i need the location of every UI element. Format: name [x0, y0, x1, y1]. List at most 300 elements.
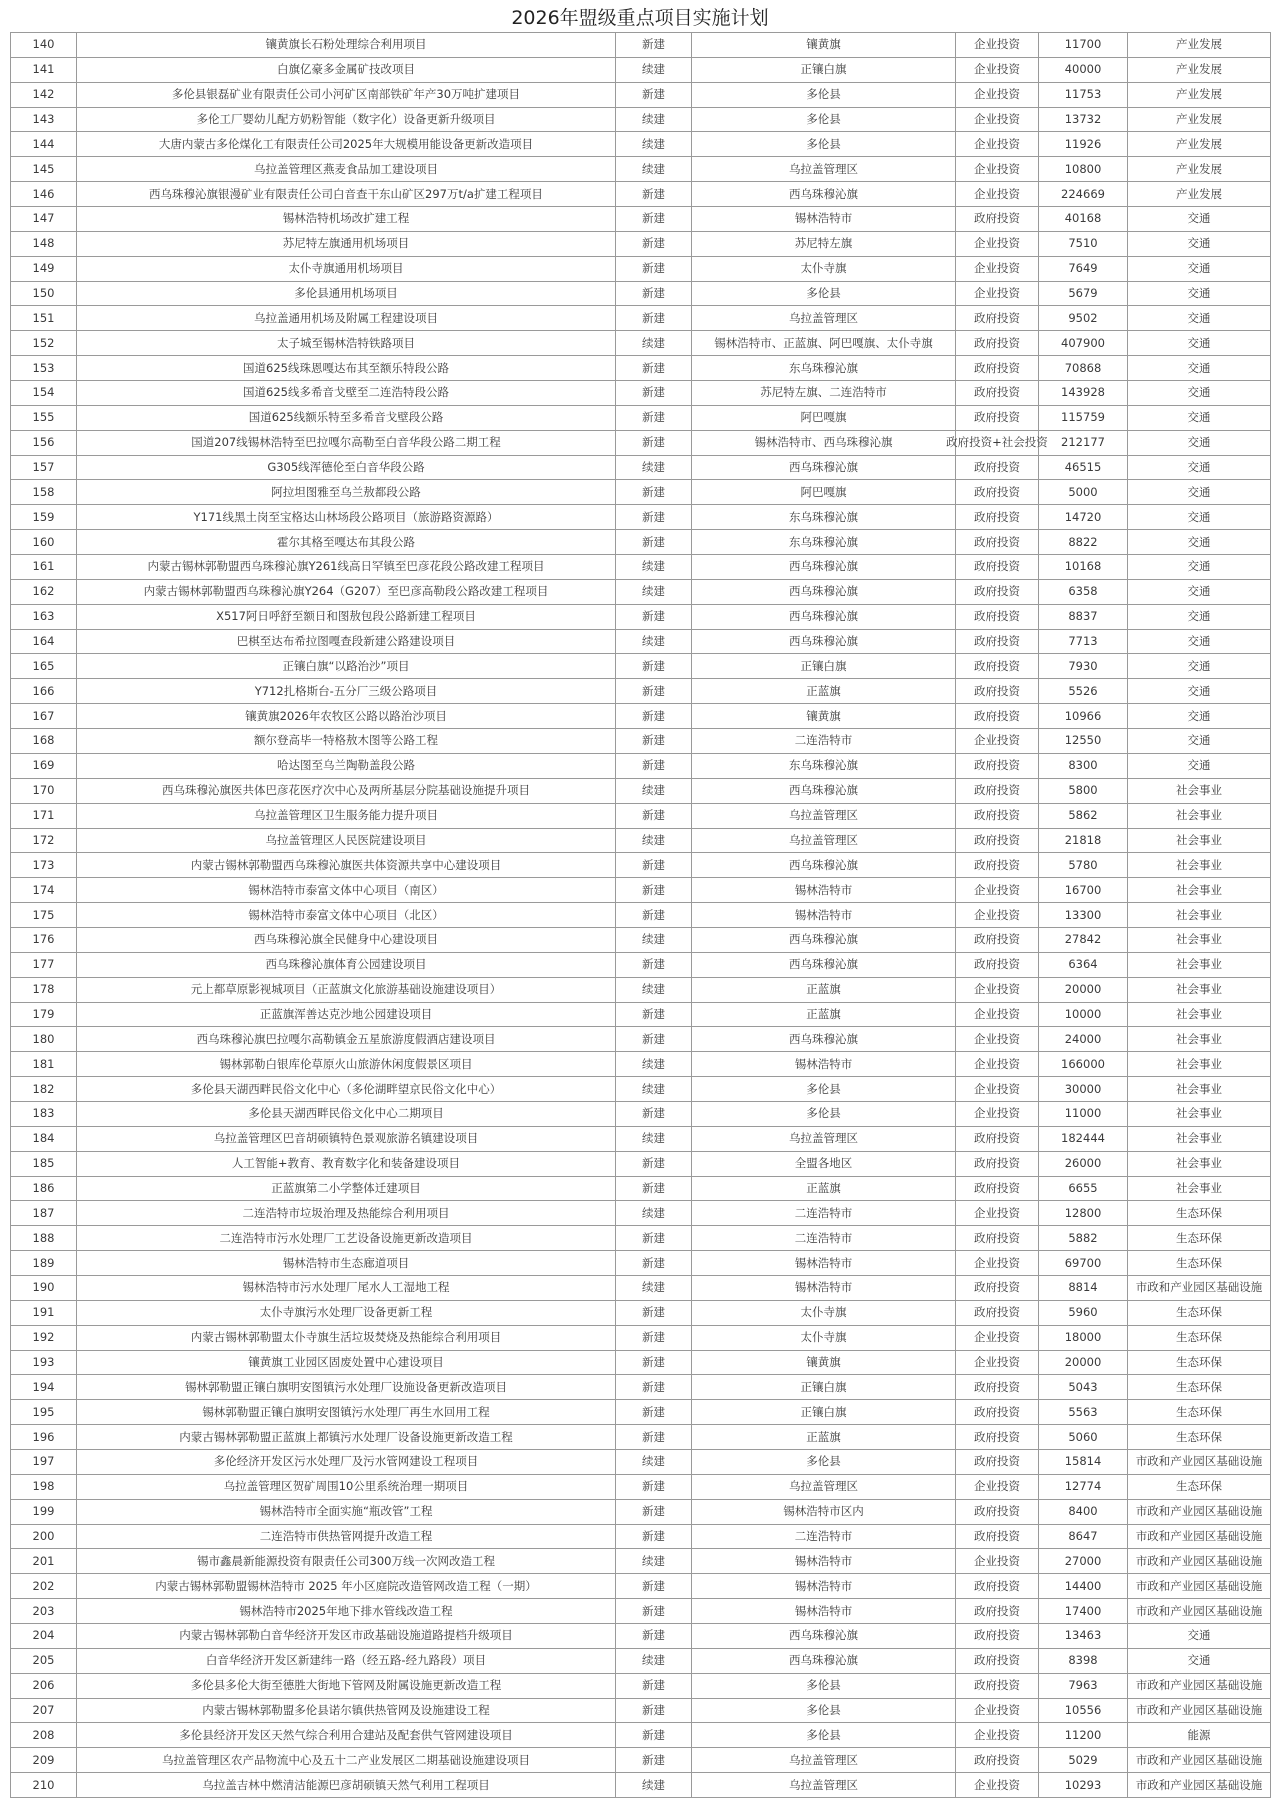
cell-index [11, 1052, 77, 1077]
cell-construction-type [616, 207, 692, 232]
cell-construction-type-text: 续建 [642, 1454, 665, 1469]
cell-category-text: 社会事业 [1176, 832, 1222, 847]
cell-category [1128, 331, 1271, 356]
cell-project-name-text: 锡林浩特市全面实施“瓶改管”工程 [259, 1504, 433, 1519]
cell-investment-amount [1039, 1077, 1128, 1102]
cell-location [692, 455, 956, 480]
cell-construction-type-text: 新建 [642, 87, 665, 102]
cell-construction-type [616, 1251, 692, 1276]
cell-construction-type [616, 1549, 692, 1574]
cell-investment-type [956, 927, 1039, 952]
cell-index-text: 162 [32, 584, 55, 599]
cell-construction-type [616, 1425, 692, 1450]
cell-construction-type-text: 续建 [642, 1553, 665, 1568]
table-row [11, 828, 1271, 853]
table-row [11, 1300, 1271, 1325]
cell-construction-type-text: 续建 [642, 161, 665, 176]
cell-project-name [77, 231, 616, 256]
cell-investment-type-text: 政府投资 [974, 1131, 1020, 1146]
cell-location [692, 430, 956, 455]
cell-investment-type-text: 政府投资 [974, 957, 1020, 972]
cell-investment-amount-text: 18000 [1064, 1330, 1102, 1345]
cell-category [1128, 1698, 1271, 1723]
cell-project-name [77, 903, 616, 928]
cell-construction-type [616, 878, 692, 903]
table-row [11, 1400, 1271, 1425]
cell-construction-type-text: 新建 [642, 1703, 665, 1717]
cell-investment-type-text: 政府投资 [974, 1603, 1020, 1618]
cell-index-text: 204 [32, 1628, 55, 1643]
cell-construction-type [616, 704, 692, 729]
cell-investment-amount [1039, 1425, 1128, 1450]
cell-index [11, 157, 77, 182]
cell-construction-type-text: 续建 [642, 832, 665, 847]
table-row [11, 33, 1271, 58]
cell-location [692, 1773, 956, 1798]
cell-project-name-text: 乌拉盖管理区燕麦食品加工建设项目 [254, 161, 438, 176]
cell-investment-type-text: 政府投资 [974, 1454, 1020, 1469]
cell-project-name [77, 1002, 616, 1027]
cell-construction-type [616, 256, 692, 281]
cell-location [692, 654, 956, 679]
cell-investment-amount-text: 6655 [1068, 1180, 1098, 1195]
cell-investment-amount-text: 13732 [1064, 112, 1102, 126]
cell-location-text: 乌拉盖管理区 [789, 1479, 858, 1494]
cell-construction-type [616, 1101, 692, 1126]
cell-investment-type [956, 33, 1039, 58]
cell-category-text: 社会事业 [1176, 932, 1222, 947]
cell-construction-type-text: 新建 [642, 261, 665, 276]
cell-index-text: 191 [32, 1305, 55, 1320]
cell-index-text: 170 [32, 783, 55, 798]
cell-category-text: 生态环保 [1176, 1429, 1222, 1444]
cell-category [1128, 977, 1271, 1002]
cell-project-name [77, 1425, 616, 1450]
cell-location-text: 二连浩特市 [794, 1230, 853, 1245]
cell-category [1128, 1027, 1271, 1052]
cell-index [11, 1648, 77, 1673]
cell-construction-type-text: 新建 [642, 609, 665, 624]
cell-project-name-text: 镶黄旗2026年农牧区公路以路治沙项目 [245, 708, 447, 723]
cell-category-text: 产业发展 [1176, 62, 1222, 77]
cell-investment-amount [1039, 903, 1128, 928]
cell-investment-type-text: 企业投资 [974, 1703, 1020, 1717]
cell-project-name-text: 内蒙古锡林郭勒盟正蓝旗上都镇污水处理厂设备设施更新改造工程 [179, 1429, 513, 1444]
cell-investment-type [956, 1151, 1039, 1176]
cell-project-name [77, 1599, 616, 1624]
cell-project-name-text: 锡林郭勒盟正镶白旗明安图镇污水处理厂再生水回用工程 [202, 1404, 490, 1419]
cell-investment-amount [1039, 33, 1128, 58]
cell-category [1128, 57, 1271, 82]
cell-investment-type-text: 企业投资 [974, 1255, 1020, 1270]
cell-construction-type [616, 1400, 692, 1425]
cell-construction-type [616, 57, 692, 82]
cell-investment-type-text: 企业投资 [974, 62, 1020, 77]
cell-location [692, 356, 956, 381]
cell-category-text: 能源 [1187, 1727, 1211, 1742]
cell-category-text: 交通 [1187, 708, 1211, 723]
cell-investment-type-text: 政府投资 [974, 1752, 1020, 1767]
cell-location [692, 1574, 956, 1599]
cell-index [11, 555, 77, 580]
cell-category [1128, 430, 1271, 455]
cell-project-name-text: 锡林郭勒盟正镶白旗明安图镇污水处理厂设施设备更新改造项目 [185, 1379, 507, 1394]
cell-project-name-text: 镶黄旗长石粉处理综合利用项目 [265, 37, 427, 52]
cell-location [692, 1077, 956, 1102]
cell-project-name-text: 锡林浩特市污水处理厂尾水人工湿地工程 [242, 1280, 450, 1295]
cell-investment-type-text: 企业投资 [974, 37, 1020, 52]
cell-construction-type-text: 新建 [642, 385, 665, 400]
cell-category-text: 市政和产业园区基础设施 [1135, 1553, 1263, 1568]
cell-location [692, 530, 956, 555]
cell-construction-type [616, 405, 692, 430]
cell-investment-type-text: 企业投资 [974, 1056, 1020, 1071]
cell-location-text: 多伦县 [806, 1081, 841, 1096]
cell-index [11, 1474, 77, 1499]
cell-construction-type [616, 654, 692, 679]
cell-investment-type [956, 803, 1039, 828]
cell-index-text: 186 [32, 1180, 55, 1195]
cell-investment-amount-text: 20000 [1064, 982, 1102, 997]
cell-location [692, 1101, 956, 1126]
cell-location [692, 1151, 956, 1176]
cell-project-name [77, 555, 616, 580]
cell-investment-type [956, 1275, 1039, 1300]
table-row [11, 778, 1271, 803]
cell-project-name-text: 大唐内蒙古多伦煤化工有限责任公司2025年大规模用能设备更新改造项目 [158, 136, 534, 151]
cell-index [11, 480, 77, 505]
cell-category [1128, 629, 1271, 654]
cell-investment-amount [1039, 1499, 1128, 1524]
cell-project-name [77, 1226, 616, 1251]
cell-construction-type-text: 新建 [642, 1528, 665, 1543]
cell-project-name-text: 内蒙古锡林郭勒盟西乌珠穆沁旗医共体资源共享中心建设项目 [190, 857, 502, 872]
cell-location [692, 306, 956, 331]
cell-construction-type-text: 续建 [642, 335, 665, 350]
cell-index [11, 33, 77, 58]
cell-index-text: 175 [32, 907, 55, 922]
cell-category-text: 市政和产业园区基础设施 [1135, 1777, 1263, 1792]
cell-investment-type-text: 政府投资 [974, 584, 1020, 599]
cell-investment-type [956, 878, 1039, 903]
cell-location [692, 853, 956, 878]
cell-investment-type [956, 356, 1039, 381]
cell-location [692, 1524, 956, 1549]
cell-category [1128, 1375, 1271, 1400]
cell-index [11, 778, 77, 803]
cell-investment-type [956, 207, 1039, 232]
cell-investment-type [956, 1549, 1039, 1574]
cell-location-text: 锡林浩特市 [794, 1553, 853, 1568]
cell-investment-type-text: 企业投资 [974, 907, 1020, 922]
cell-location-text: 乌拉盖管理区 [789, 161, 858, 176]
cell-investment-type [946, 430, 1048, 455]
cell-index-text: 183 [32, 1106, 55, 1121]
cell-project-name [77, 207, 616, 232]
cell-construction-type [616, 182, 692, 207]
table-row [11, 1723, 1271, 1748]
cell-location [692, 207, 956, 232]
cell-investment-amount-text: 8822 [1068, 534, 1098, 549]
cell-index [11, 405, 77, 430]
cell-index [11, 1226, 77, 1251]
cell-project-name-text: 内蒙古锡林郭勒盟西乌珠穆沁旗Y264（G207）至巴彦高勒段公路改建工程项目 [143, 584, 549, 599]
cell-construction-type [616, 82, 692, 107]
cell-category-text: 交通 [1187, 534, 1211, 549]
cell-index-text: 198 [32, 1479, 55, 1494]
cell-investment-type [956, 231, 1039, 256]
cell-location [692, 629, 956, 654]
cell-investment-amount [1039, 430, 1128, 455]
cell-project-name [77, 430, 616, 455]
cell-location-text: 多伦县 [806, 1727, 841, 1742]
cell-index [11, 1574, 77, 1599]
cell-category-text: 市政和产业园区基础设施 [1135, 1703, 1263, 1717]
cell-category [1128, 753, 1271, 778]
table-row [11, 281, 1271, 306]
cell-location [692, 1748, 956, 1773]
cell-index [11, 853, 77, 878]
cell-location [692, 753, 956, 778]
cell-project-name [77, 82, 616, 107]
cell-category-text: 交通 [1187, 335, 1211, 350]
cell-construction-type-text: 新建 [642, 360, 665, 375]
cell-project-name [77, 729, 616, 754]
cell-location [692, 828, 956, 853]
cell-construction-type-text: 新建 [642, 1379, 665, 1394]
cell-location-text: 西乌珠穆沁旗 [789, 584, 858, 599]
cell-index [11, 1126, 77, 1151]
cell-investment-type-text: 企业投资 [974, 1777, 1020, 1792]
cell-project-name-text: 人工智能+教育、教育数字化和装备建设项目 [231, 1156, 461, 1171]
table-row [11, 1748, 1271, 1773]
table-row [11, 182, 1271, 207]
cell-category [1128, 1300, 1271, 1325]
cell-location [692, 604, 956, 629]
cell-category-text: 产业发展 [1176, 112, 1222, 126]
cell-project-name-text: 多伦县经济开发区天然气综合利用合建站及配套供气管网建设项目 [179, 1727, 513, 1742]
cell-construction-type-text: 续建 [642, 1280, 665, 1295]
cell-investment-amount [1039, 505, 1128, 530]
cell-project-name [77, 828, 616, 853]
table-row [11, 952, 1271, 977]
cell-location-text: 太仆寺旗 [800, 261, 847, 276]
cell-location [692, 480, 956, 505]
table-row [11, 1673, 1271, 1698]
cell-project-name [77, 1400, 616, 1425]
cell-location [692, 107, 956, 132]
cell-index [11, 1375, 77, 1400]
cell-investment-type-text: 企业投资 [974, 286, 1020, 301]
cell-investment-type [956, 1027, 1039, 1052]
cell-project-name [77, 927, 616, 952]
cell-index-text: 152 [32, 335, 55, 350]
cell-investment-type-text: 政府投资 [974, 1578, 1020, 1593]
cell-index [11, 1101, 77, 1126]
cell-construction-type [616, 579, 692, 604]
cell-category-text: 社会事业 [1176, 1006, 1222, 1021]
cell-construction-type [616, 331, 692, 356]
cell-location-text: 多伦县 [806, 286, 841, 301]
cell-investment-type [956, 1748, 1039, 1773]
cell-investment-amount [1039, 1375, 1128, 1400]
cell-category-text: 社会事业 [1176, 857, 1222, 872]
cell-investment-amount-text: 7930 [1068, 658, 1098, 673]
cell-index [11, 1002, 77, 1027]
cell-construction-type-text: 续建 [642, 136, 665, 151]
cell-investment-type-text: 企业投资 [974, 1479, 1020, 1494]
cell-category-text: 生态环保 [1176, 1330, 1222, 1345]
table-row [11, 1052, 1271, 1077]
cell-category-text: 社会事业 [1176, 1180, 1222, 1195]
cell-index [11, 182, 77, 207]
cell-location-text: 西乌珠穆沁旗 [789, 957, 858, 972]
cell-location-text: 西乌珠穆沁旗 [789, 634, 858, 649]
cell-location-text: 东乌珠穆沁旗 [789, 509, 858, 524]
cell-location [692, 1300, 956, 1325]
cell-category-text: 交通 [1187, 286, 1211, 301]
cell-construction-type-text: 新建 [642, 310, 665, 325]
cell-project-name-text: 二连浩特市污水处理厂工艺设备设施更新改造项目 [219, 1230, 473, 1245]
cell-project-name [77, 356, 616, 381]
cell-category [1128, 1151, 1271, 1176]
cell-investment-amount-text: 9502 [1068, 310, 1098, 325]
cell-index [11, 132, 77, 157]
cell-investment-amount [1039, 381, 1128, 406]
cell-construction-type [616, 1201, 692, 1226]
cell-investment-amount-text: 69700 [1064, 1255, 1102, 1270]
cell-construction-type-text: 新建 [642, 733, 665, 748]
cell-project-name-text: 锡林浩特市泰富文体中心项目（南区） [248, 882, 444, 897]
cell-location-text: 太仆寺旗 [800, 1330, 847, 1345]
cell-investment-amount-text: 12550 [1064, 733, 1102, 748]
cell-project-name-text: 多伦县天湖西畔民俗文化中心二期项目 [248, 1106, 444, 1121]
cell-index-text: 154 [32, 385, 55, 400]
cell-category [1128, 1275, 1271, 1300]
cell-category-text: 交通 [1187, 733, 1211, 748]
cell-investment-amount-text: 5862 [1068, 808, 1098, 823]
table-row [11, 604, 1271, 629]
cell-location [692, 679, 956, 704]
cell-index [11, 1300, 77, 1325]
table-row [11, 1002, 1271, 1027]
cell-construction-type [616, 132, 692, 157]
cell-project-name-text: 内蒙古锡林郭勒盟多伦县诺尔镇供热管网及设施建设工程 [202, 1703, 490, 1717]
cell-investment-type-text: 企业投资 [974, 261, 1020, 276]
cell-construction-type-text: 新建 [642, 1354, 665, 1369]
cell-category [1128, 1052, 1271, 1077]
table-row [11, 1325, 1271, 1350]
cell-category [1128, 381, 1271, 406]
cell-project-name-text: 西乌珠穆沁旗巴拉嘎尔高勒镇金五星旅游度假酒店建设项目 [196, 1031, 496, 1046]
cell-investment-amount [1039, 231, 1128, 256]
cell-investment-type-text: 政府投资 [974, 1180, 1020, 1195]
cell-investment-type-text: 政府投资 [974, 1156, 1020, 1171]
cell-investment-amount [1039, 107, 1128, 132]
cell-investment-type-text: 政府投资 [974, 1628, 1020, 1643]
cell-investment-type-text: 政府投资 [974, 609, 1020, 624]
cell-index [11, 1275, 77, 1300]
cell-category [1128, 604, 1271, 629]
cell-project-name-text: 多伦工厂婴幼儿配方奶粉智能（数字化）设备更新升级项目 [196, 112, 496, 126]
cell-construction-type-text: 新建 [642, 907, 665, 922]
cell-investment-amount [1039, 1748, 1128, 1773]
cell-investment-amount [1039, 1201, 1128, 1226]
cell-investment-amount-text: 7649 [1068, 261, 1098, 276]
cell-location [692, 1624, 956, 1649]
cell-investment-type-text: 企业投资 [974, 1031, 1020, 1046]
cell-location-text: 锡林浩特市 [794, 1056, 853, 1071]
cell-index-text: 158 [32, 484, 55, 499]
cell-project-name-text: 白音华经济开发区新建纬一路（经五路-经九路段）项目 [205, 1653, 487, 1668]
cell-category-text: 生态环保 [1176, 1305, 1222, 1320]
cell-project-name [77, 33, 616, 58]
cell-index [11, 1524, 77, 1549]
cell-investment-amount [1039, 530, 1128, 555]
table-row [11, 405, 1271, 430]
table-row [11, 1226, 1271, 1251]
table-row [11, 853, 1271, 878]
cell-index [11, 1499, 77, 1524]
cell-location [692, 132, 956, 157]
cell-investment-type-text: 政府投资 [974, 658, 1020, 673]
cell-category-text: 交通 [1187, 484, 1211, 499]
cell-investment-type [956, 455, 1039, 480]
cell-project-name-text: 锡林浩特市泰富文体中心项目（北区） [248, 907, 444, 922]
cell-project-name-text: 太子城至锡林浩特铁路项目 [277, 335, 415, 350]
cell-category [1128, 778, 1271, 803]
cell-construction-type [616, 381, 692, 406]
cell-project-name [77, 629, 616, 654]
cell-index-text: 194 [32, 1379, 55, 1394]
cell-project-name-text: 内蒙古锡林郭勒盟太仆寺旗生活垃圾焚烧及热能综合利用项目 [190, 1330, 502, 1345]
cell-location-text: 东乌珠穆沁旗 [789, 758, 858, 773]
cell-project-name-text: 多伦经济开发区污水处理厂及污水管网建设工程项目 [213, 1454, 479, 1469]
cell-construction-type-text: 新建 [642, 1230, 665, 1245]
cell-index [11, 704, 77, 729]
cell-investment-amount-text: 27842 [1064, 932, 1102, 947]
cell-project-name-text: 西乌珠穆沁旗全民健身中心建设项目 [254, 932, 438, 947]
cell-construction-type-text: 新建 [642, 410, 665, 425]
cell-index [11, 1624, 77, 1649]
cell-investment-type [956, 1002, 1039, 1027]
cell-investment-type-text: 政府投资 [974, 708, 1020, 723]
cell-project-name-text: 苏尼特左旗通用机场项目 [282, 236, 410, 251]
cell-project-name [77, 1300, 616, 1325]
cell-construction-type [616, 530, 692, 555]
cell-construction-type [616, 679, 692, 704]
cell-index-text: 178 [32, 982, 55, 997]
cell-investment-amount [1039, 1400, 1128, 1425]
cell-location-text: 阿巴嘎旗 [800, 410, 847, 425]
cell-project-name [77, 331, 616, 356]
table-row [11, 878, 1271, 903]
cell-category-text: 市政和产业园区基础设施 [1135, 1578, 1263, 1593]
cell-index-text: 172 [32, 832, 55, 847]
cell-category-text: 社会事业 [1176, 907, 1222, 922]
cell-location [692, 729, 956, 754]
cell-category-text: 社会事业 [1176, 808, 1222, 823]
cell-investment-amount [1039, 977, 1128, 1002]
cell-location-text: 锡林浩特市 [794, 1280, 853, 1295]
cell-project-name [77, 1499, 616, 1524]
cell-location-text: 锡林浩特市区内 [783, 1504, 864, 1519]
cell-project-name-text: 西乌珠穆沁旗体育公园建设项目 [265, 957, 427, 972]
cell-location-text: 二连浩特市 [794, 733, 853, 748]
cell-index-text: 195 [32, 1404, 55, 1419]
cell-construction-type-text: 续建 [642, 460, 665, 475]
cell-category [1128, 729, 1271, 754]
